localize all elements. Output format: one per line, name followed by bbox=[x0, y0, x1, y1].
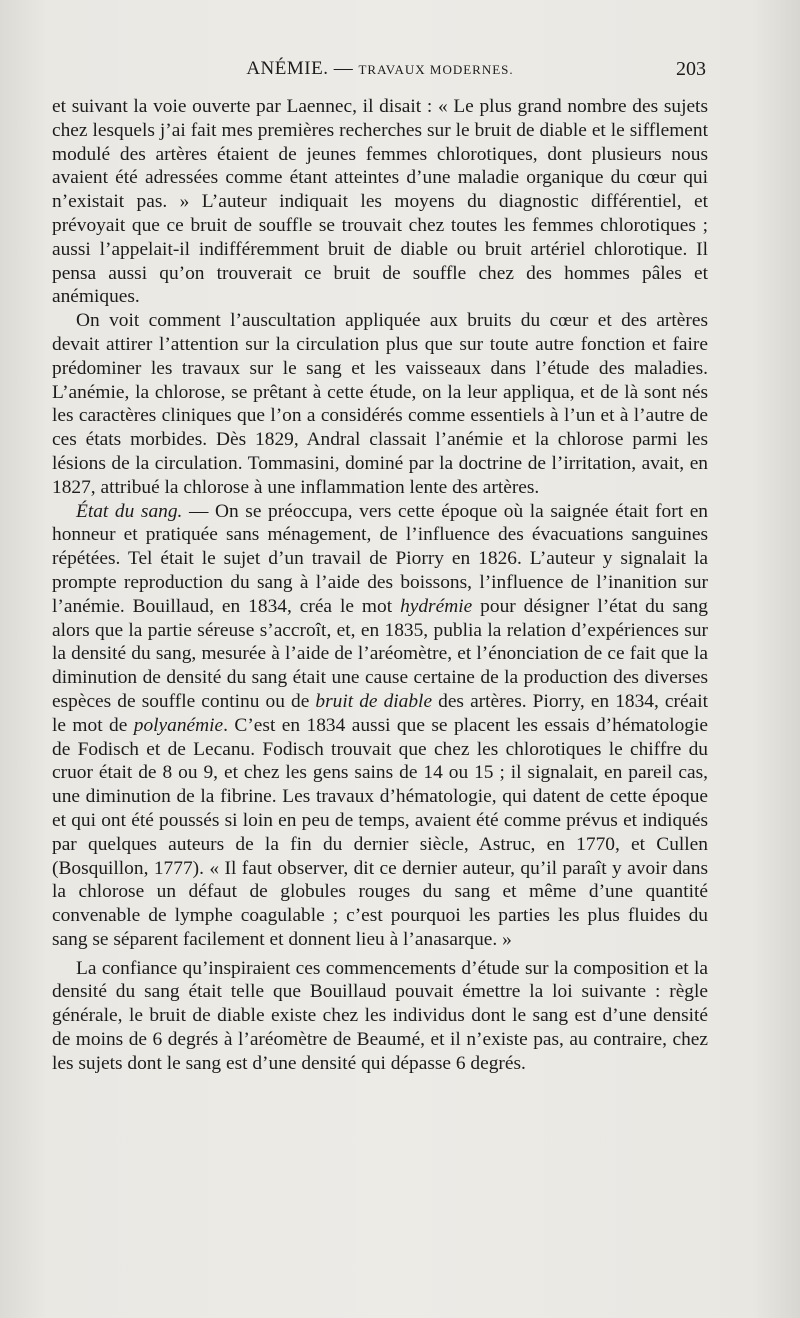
paragraph-3-part-b: pour désigner l’état du sang alors que la partie séreuse s’accroît, et, en 1835, publia la relation d’expériences sur la densité du sang, mesurée à l’aide de l’aréomètre, et l’énonciation de ce fait que la diminution de densité du sang était une cause certaine de la production des diverses espèces de souffle continu ou de bbox=[52, 595, 708, 712]
paragraph-1: et suivant la voie ouverte par Laennec, il disait : « Le plus grand nombre des sujets chez lesquels j’ai fait mes premières recherches sur le bruit de diable et le sifflement modulé des artères étaient de jeunes femmes chlorotiques, dont plusieurs nous avaient été adressées comme étant atteintes d’une maladie organique du cœur qui n’existait pas. » L’auteur indiquait les moyens du diagnostic différentiel, et prévoyait que ce bruit de souffle se trouvait chez toutes les femmes chlorotiques ; aussi l’appelait-il indifféremment bruit de diable ou bruit artériel chlorotique. Il pensa aussi qu’on trouverait ce bruit de souffle chez des hommes pâles et anémiques. bbox=[52, 96, 708, 308]
page-number: 203 bbox=[676, 58, 706, 80]
term-polyanemie: polyanémie bbox=[133, 714, 224, 736]
paragraph-3-part-a: — On se préoccupa, vers cette époque où la saignée était fort en honneur et pratiquée sans ménagement, de l’influence des évacuations sanguines répétées. Tel était le sujet d’un travail de Piorry en 1826. L’auteur y signalait la prompte reproduction du sang à l’aide des boissons, l’influence de l’inanition sur l’anémie. Bouillaud, en 1834, créa le mot bbox=[52, 500, 708, 617]
term-bruit-de-diable: bruit de diable bbox=[315, 690, 433, 712]
running-head-separator: — bbox=[328, 58, 359, 79]
paragraph-4: La confiance qu’inspiraient ces commencements d’étude sur la composition et la densité du sang était telle que Bouillaud pouvait émettre la loi suivante : règle générale, le bruit de diable existe chez les individus dont le sang est d’une densité de moins de 6 degrés à l’aréomètre de Beaumé, et il n’existe pas, au contraire, chez les sujets dont le sang est d’une densité qui dépasse 6 degrés. bbox=[52, 957, 708, 1074]
paragraph-2: On voit comment l’auscultation appliquée aux bruits du cœur et des artères devait attirer l’attention sur la circulation plus que sur toute autre fonction et faire prédominer les travaux sur le sang et les vaisseaux dans l’étude des maladies. L’anémie, la chlorose, se prêtant à cette étude, on la leur appliqua, et de là sont nés les caractères cliniques que l’on a considérés comme essentiels à l’un et à l’autre de ces états morbides. Dès 1829, Andral classait l’anémie et la chlorose parmi les lésions de la circulation. Tommasini, dominé par la doctrine de l’irritation, avait, en 1827, attribué la chlorose à une inflammation lente des artères. bbox=[52, 310, 708, 498]
paragraph-3-part-d: . C’est en 1834 aussi que se placent les essais d’hématologie de Fodisch et de Lecanu. Fodisch trouvait que chez les chlorotiques le chiffre du cruor était de 8 ou 9, et chez les gens sains de 14 ou 15 ; il signalait, en pareil cas, une diminution de la fibrine. Les travaux d’hématologie, qui datent de cette époque et qui ont été poussés si loin en peu de temps, avaient été comme prévus et indiqués par quelques auteurs de la fin du dernier siècle, Astruc, en 1770, et Cullen (Bosquillon, 1777). « Il faut observer, dit ce dernier auteur, qu’il paraît y avoir dans la chlorose un défaut de globules rouges du sang et même d’une quantité convenable de lymphe coagulable ; c’est pourquoi les parties les plus fluides du sang se séparent facilement et donnent lieu à l’anasarque. » bbox=[52, 714, 708, 950]
running-head bbox=[52, 58, 708, 80]
paragraph-3-part-c: des artères. Piorry, en 1834, créait le mot de bbox=[52, 690, 708, 736]
paragraph-3 bbox=[52, 500, 708, 952]
page-header bbox=[52, 58, 708, 84]
running-head-main: ANÉMIE. bbox=[246, 58, 329, 79]
running-head-sub: TRAVAUX MODERNES. bbox=[358, 62, 514, 77]
section-heading-etat-du-sang: État du sang. bbox=[76, 500, 183, 522]
term-hydremie: hydrémie bbox=[400, 595, 473, 617]
body-text bbox=[52, 95, 708, 1076]
